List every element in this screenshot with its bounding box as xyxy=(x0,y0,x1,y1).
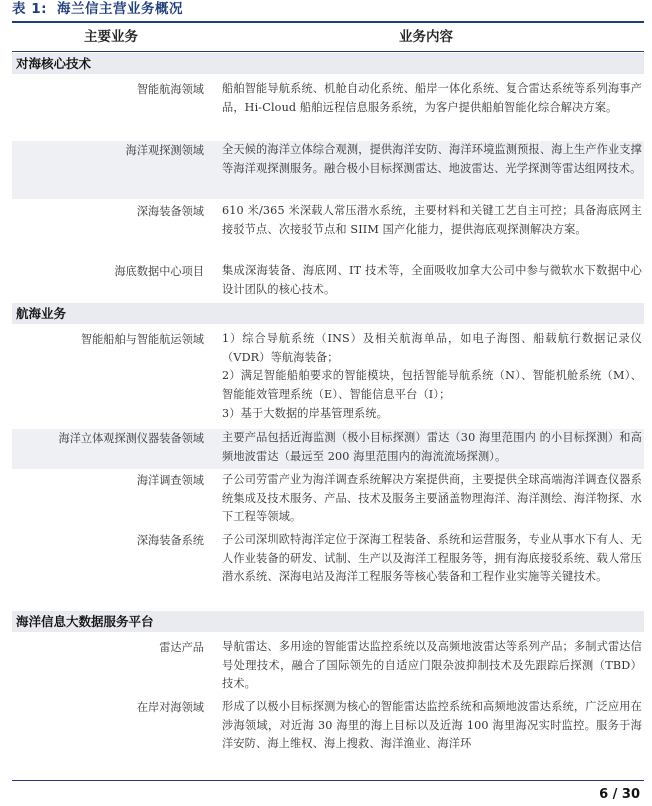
row-label: 深海装备系统 xyxy=(136,534,204,547)
row-label: 智能船舶与智能航运领域 xyxy=(80,333,204,346)
row-label: 海底数据中心项目 xyxy=(114,265,204,278)
table-top-rule xyxy=(12,21,644,23)
section-big-data xyxy=(12,611,644,632)
row-label: 深海装备领域 xyxy=(136,205,204,218)
row-content: 导航雷达、多用途的智能雷达监控系统以及高频地波雷达等系列产品；多制式雷达信号处理技术，融合了国际领先的自适应门限杂波抑制技术及先跟踪后探测（TBD）技术。 xyxy=(222,640,642,691)
section-title: 对海核心技术 xyxy=(16,56,92,71)
row-content: 子公司劳雷产业为海洋调查系统解决方案提供商，主要提供全球高端海洋调查仪器系统集成及技术服务、产品、技术及服务主要涵盖物理海洋、海洋测绘、海洋物探、水下工程等领域。 xyxy=(222,473,642,524)
table-row xyxy=(12,141,644,199)
row-content: 集成深海装备、海底网、IT 技术等，全面吸收加拿大公司中参与微软水下数据中心设计团队的核心技术。 xyxy=(222,264,642,296)
table-row xyxy=(12,202,644,260)
row-label: 雷达产品 xyxy=(159,641,204,654)
table-number: 表 1: xyxy=(12,1,47,17)
table-row xyxy=(12,80,644,138)
header-main-business: 主要业务 xyxy=(84,29,138,45)
page-footer-rule xyxy=(12,780,644,781)
row-content: 610 米/365 米深载人常压潜水系统，主要材料和关键工艺自主可控；具备海底网主接驳节点、次接驳节点和 SIIM 国产化能力，提供海底观探测解决方案。 xyxy=(222,204,642,236)
table-row xyxy=(12,638,644,696)
table-row xyxy=(12,471,644,529)
section-navigation xyxy=(12,303,644,324)
table-title xyxy=(12,0,183,18)
table-row xyxy=(12,698,644,776)
row-content: 子公司深圳欧特海洋定位于深海工程装备、系统和运营服务，专业从事水下有人、无人作业装备的研发、试制、生产以及海洋工程服务等，拥有海底接驳系统、载人常压潜水系统、深海电站及海洋工程服务等核心装备和工程作业实施等关键技术。 xyxy=(222,533,642,584)
row-content: 全天候的海洋立体综合观测，提供海洋安防、海洋环境监测预报、海上生产作业支撑等海洋观探测服务。融合极小目标探测雷达、地波雷达、光学探测等雷达组网技术。 xyxy=(222,143,642,175)
page-number: 6 / 30 xyxy=(599,787,640,802)
row-content: 船舶智能导航系统、机舱自动化系统、船岸一体化系统、复合雷达系统等系列海事产品，Hi-Cloud 船舶远程信息服务系统，为客户提供船舶智能化综合解决方案。 xyxy=(222,82,642,114)
table-header-rule xyxy=(12,51,644,52)
row-label: 海洋观探测领域 xyxy=(125,144,204,157)
row-content: 形成了以极小目标探测为核心的智能雷达监控系统和高频地波雷达系统，广泛应用在涉海领域，对近海 30 海里的海上目标以及近海 100 海里海况实时监控。服务于海洋安防、海上维权、海上搜救、海洋渔业、海洋环 xyxy=(222,700,642,751)
section-title: 航海业务 xyxy=(16,306,67,321)
section-core-tech xyxy=(12,53,644,74)
row-content: 主要产品包括近海监测（极小目标探测）雷达（30 海里范围内 的小目标探测）和高频地波雷达（最远至 200 海里范围内的海流流场探测）。 xyxy=(222,431,642,463)
table-row xyxy=(12,330,644,426)
row-label: 智能航海领域 xyxy=(136,83,204,96)
table-row xyxy=(12,429,644,469)
table-row xyxy=(12,262,644,302)
header-business-content: 业务内容 xyxy=(399,29,453,45)
row-content: 1）综合导航系统（INS）及相关航海单品，如电子海图、船载航行数据记录仪（VDR）等航海装备； 2）满足智能船舶要求的智能模块，包括智能导航系统（N）、智能机舱系统（M）、智能能效管理系统（E）、智能信息平台（I）； 3）基于大数据的岸基管理系统。 xyxy=(222,332,642,420)
table-row xyxy=(12,531,644,609)
row-label: 在岸对海领域 xyxy=(136,701,204,714)
row-label: 海洋立体观探测仪器装备领域 xyxy=(58,432,204,445)
section-title: 海洋信息大数据服务平台 xyxy=(16,614,154,629)
table-header xyxy=(12,24,644,51)
table-caption: 海兰信主营业务概况 xyxy=(57,1,183,17)
row-label: 海洋调查领域 xyxy=(136,474,204,487)
